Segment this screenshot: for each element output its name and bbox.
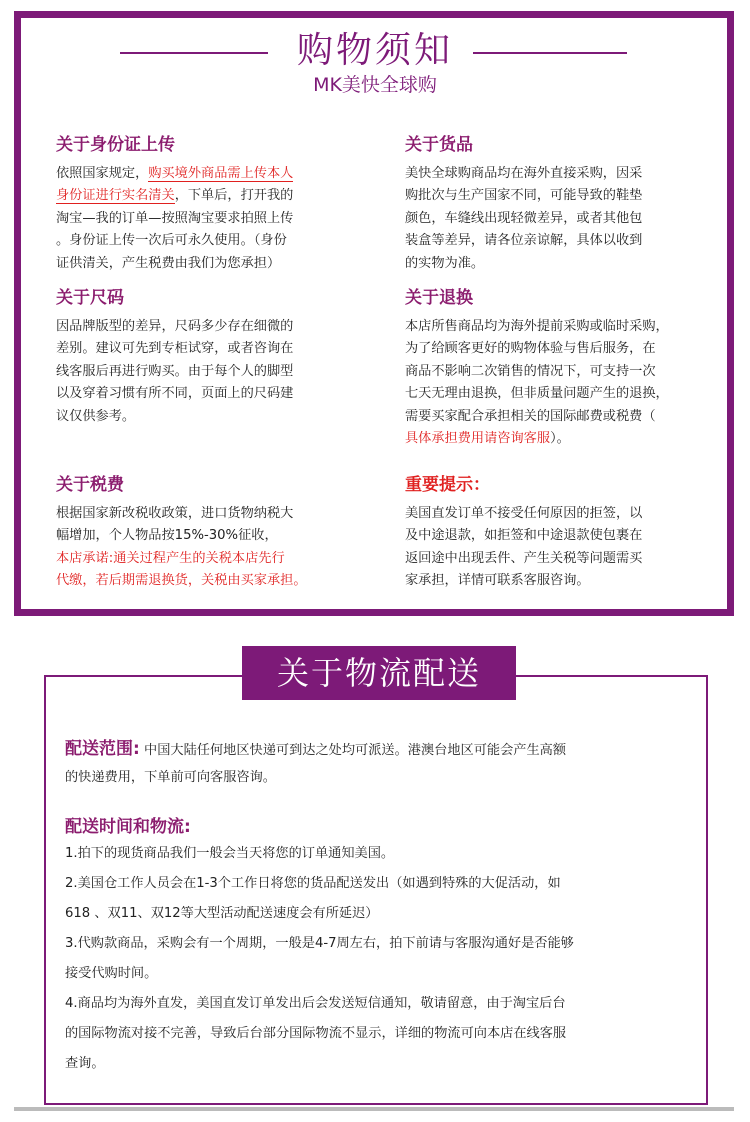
tax-heading: 关于税费 — [56, 475, 124, 495]
returns-section — [405, 283, 723, 450]
tax-promise-line: 代缴，若后期需退换货，关税由买家承担。 — [56, 573, 307, 589]
returns-line: 七天无理由退换，但非质量问题产生的退换， — [405, 386, 669, 402]
goods-heading: 关于货品 — [405, 135, 473, 155]
returns-line: 商品不影响二次销售的情况下，可支持一次 — [405, 363, 656, 379]
goods-line: 装盒等差异，请各位亲谅解，具体以收到 — [405, 233, 643, 249]
returns-line: 为了给顾客更好的购物体验与售后服务，在 — [405, 341, 656, 357]
shipping-time-heading: 配送时间和物流: — [65, 817, 191, 837]
shipping-item: 3.代购款商品，采购会有一个周期，一般是4-7周左右，拍下前请与客服沟通好是否能够 — [65, 936, 574, 951]
shipping-item: 接受代购时间。 — [65, 966, 158, 981]
id-card-line: 淘宝—我的订单—按照淘宝要求拍照上传 — [56, 210, 294, 226]
size-line: 因品牌版型的差异，尺码多少存在细微的 — [56, 319, 294, 334]
id-card-body — [56, 163, 356, 275]
notice-heading: 重要提示： — [405, 475, 490, 495]
notice-line: 及中途退款，如拒签和中途退款使包裹在 — [405, 528, 643, 544]
id-card-heading: 关于身份证上传 — [56, 135, 175, 155]
shipping-item: 1.拍下的现货商品我们一般会当天将您的订单通知美国。 — [65, 846, 395, 861]
brand-subtitle: MK美快全球购 — [313, 74, 437, 96]
tax-body — [56, 503, 376, 593]
size-line: 议仅供参考。 — [56, 408, 136, 424]
notice-section — [405, 470, 705, 593]
tax-promise-line: 本店承诺:通关过程产生的关税本店先行 — [56, 550, 285, 566]
goods-line: 的实物为准。 — [405, 255, 485, 271]
returns-contact-note: 具体承担费用请咨询客服 — [405, 431, 551, 447]
notice-line: 返回途中出现丢件、产生关税等问题需买 — [405, 550, 643, 566]
returns-line: 需要买家配合承担相关的国际邮费或税费（ — [405, 408, 656, 424]
returns-heading: 关于退换 — [405, 288, 473, 308]
shipping-item: 2.美国仓工作人员会在1-3个工作日将您的货品配送发出（如遇到特殊的大促活动，如 — [65, 876, 561, 891]
returns-body — [405, 316, 723, 450]
shipping-item: 查询。 — [65, 1056, 105, 1071]
shipping-range-line: 的快递费用，下单前可向客服咨询。 — [65, 770, 276, 785]
goods-line: 美快全球购商品均在海外直接采购，因采 — [405, 166, 643, 181]
shipping-time — [65, 812, 685, 1079]
notice-line: 家承担，详情可联系客服咨询。 — [405, 573, 590, 589]
tax-line: 幅增加，个人物品按15%-30%征收， — [56, 528, 278, 544]
size-body — [56, 316, 356, 428]
shipping-item: 618 、双11、双12等大型活动配送速度会有所延迟） — [65, 906, 379, 921]
size-line: 差别。建议可先到专柜试穿，或者咨询在 — [56, 341, 294, 357]
shipping-range-label: 配送范围: — [65, 739, 140, 759]
size-line: 线客服后再进行购买。由于每个人的脚型 — [56, 363, 294, 379]
goods-line: 购批次与生产国家不同，可能导致的鞋垫 — [405, 188, 643, 204]
bottom-divider — [14, 1107, 734, 1111]
id-card-line: 依照国家规定，购买境外商品需上传本人 — [56, 166, 294, 181]
id-card-line: 身份证进行实名清关，下单后，打开我的 — [56, 188, 294, 204]
size-heading: 关于尺码 — [56, 288, 124, 308]
size-line: 以及穿着习惯有所不同，页面上的尺码建 — [56, 386, 294, 402]
returns-line: 具体承担费用请咨询客服）。 — [405, 431, 570, 447]
id-card-line: 。身份证上传一次后可永久使用。（身份 — [56, 233, 287, 249]
size-section — [56, 283, 356, 428]
shipping-banner: 关于物流配送 — [242, 646, 516, 700]
goods-line: 颜色，车缝线出现轻微差异，或者其他包 — [405, 210, 643, 226]
page-title: 购物须知 — [296, 30, 453, 71]
tax-section — [56, 470, 376, 593]
goods-section — [405, 130, 705, 275]
tax-line: 根据国家新改税收政策，进口货物纳税大 — [56, 506, 294, 521]
shipping-item: 4.商品均为海外直发，美国直发订单发出后会发送短信通知，敬请留意，由于淘宝后台 — [65, 996, 566, 1011]
shipping-item: 的国际物流对接不完善，导致后台部分国际物流不显示，详细的物流可向本店在线客服 — [65, 1026, 567, 1041]
notice-line: 美国直发订单不接受任何原因的拒签，以 — [405, 506, 643, 521]
id-card-section — [56, 130, 356, 275]
returns-line: 本店所售商品均为海外提前采购或临时采购， — [405, 319, 669, 334]
notice-body — [405, 503, 705, 593]
goods-body — [405, 163, 705, 275]
id-card-line: 证供清关，产生税费由我们为您承担） — [56, 255, 281, 271]
shipping-range-line: 配送范围: 中国大陆任何地区快递可到达之处均可派送。港澳台地区可能会产生高额 — [65, 739, 567, 759]
shipping-range — [65, 737, 685, 793]
